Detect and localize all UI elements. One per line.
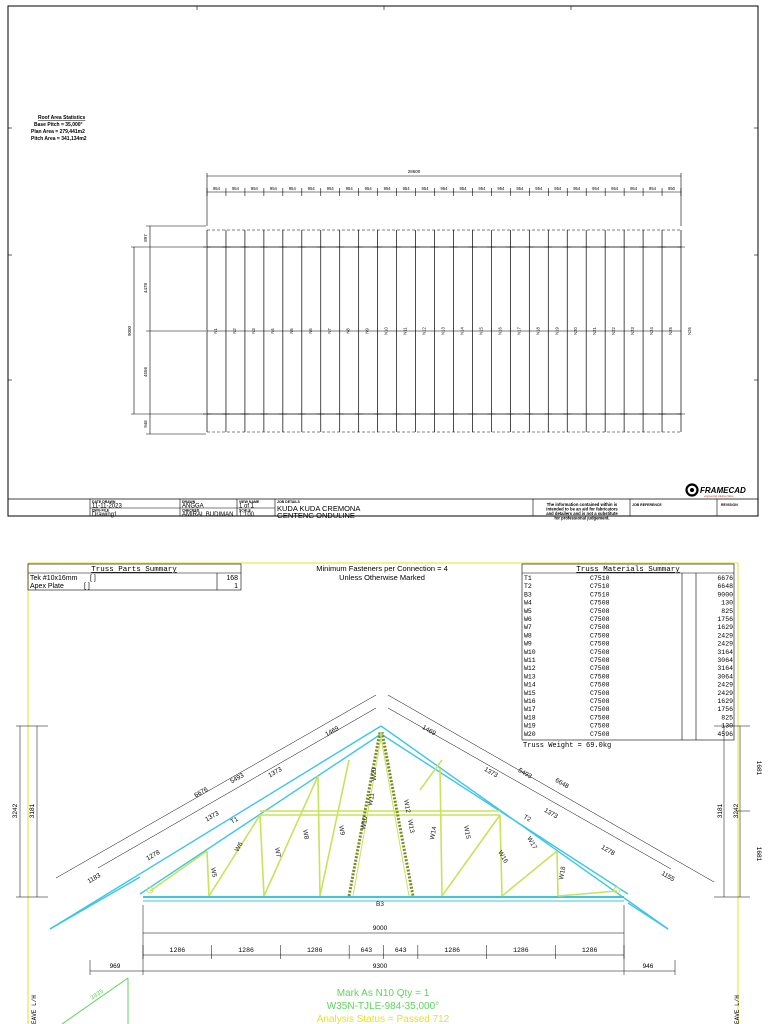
material-section: C7508: [590, 640, 610, 648]
truss-weight: Truss Weight = 69.0kg: [523, 742, 612, 750]
spacing-dim: 954: [250, 186, 258, 191]
corner-detail: [62, 978, 128, 1024]
spacing-dim: 954: [231, 186, 239, 191]
materials-summary-title: Truss Materials Summary: [576, 566, 680, 574]
parts-summary-title: Truss Parts Summary: [91, 566, 177, 574]
job-line-2: GENTENG ONDULINE: [277, 511, 355, 520]
material-section: C7508: [590, 730, 610, 738]
material-mark: W15: [524, 689, 536, 697]
member-b3: B3: [376, 901, 384, 908]
material-length: 1629: [717, 698, 733, 705]
material-section: C7508: [590, 706, 610, 714]
material-mark: W9: [524, 640, 532, 648]
scale-label: SCALE: [239, 508, 251, 513]
spacing-dim: 954: [573, 186, 581, 191]
sheet-border: [8, 6, 758, 516]
member-w14: W14: [429, 825, 439, 841]
material-length: 6648: [717, 583, 733, 591]
left-inner-height: 3181: [29, 803, 36, 819]
left-overall-dim: 9000: [127, 325, 132, 337]
member-t1: T1: [229, 815, 240, 826]
material-mark: W14: [524, 681, 536, 689]
disclaimer-line-2: intended to be an aid for fabricators: [546, 506, 618, 512]
member-w8: W8: [301, 829, 310, 840]
spacing-dim: 954: [421, 186, 429, 191]
material-section: C7508: [590, 632, 610, 640]
view-label: VIEW NAME: [239, 500, 260, 504]
right-overhang-dim: 946: [642, 963, 654, 970]
logo-text: FRAMECAD: [700, 486, 746, 495]
truss-label: N5: [288, 328, 294, 334]
member-w9: W9: [337, 825, 346, 836]
material-section: C7508: [590, 648, 610, 656]
spacing-dim: 954: [459, 186, 467, 191]
code-text: W35N-TJLE-984-35,000°: [326, 1001, 440, 1012]
material-mark: W19: [524, 722, 536, 730]
stats-pitch-area: Pitch Area = 341,134m2: [31, 136, 87, 142]
material-length: 2429: [717, 632, 733, 640]
material-length: 1629: [717, 624, 733, 632]
material-mark: W11: [524, 657, 536, 664]
left-e-dim: 1183: [86, 872, 103, 886]
panel-dim: 1286: [238, 947, 254, 954]
view-value: 1 of 1: [239, 503, 255, 510]
member-w11: W11: [367, 792, 377, 807]
panel-dim: 643: [360, 947, 373, 954]
truss-label: N6: [307, 328, 313, 334]
member-w13: W13: [406, 819, 416, 834]
right-outer-dim: 6648: [553, 777, 570, 791]
spacing-dim: 950: [668, 186, 676, 191]
truss-label: N23: [630, 327, 636, 335]
material-length: 1756: [717, 706, 733, 714]
material-mark: T2: [524, 583, 532, 591]
material-mark: W17: [524, 706, 536, 714]
spacing-dim: 954: [592, 186, 600, 191]
truss-label: N25: [668, 327, 674, 335]
material-length: 4596: [717, 730, 733, 738]
material-section: C7508: [590, 607, 610, 615]
truss-detail-sheet: [0, 556, 768, 1024]
spacing-dim: 954: [554, 186, 562, 191]
material-section: C7508: [590, 599, 610, 607]
analysis-text: Analysis Status = Passed 712: [316, 1014, 450, 1024]
mark-text: Mark As N10 Qty = 1: [336, 988, 430, 999]
material-length: 3164: [717, 648, 733, 656]
truss-label: N9: [364, 328, 370, 334]
material-section: C7510: [590, 583, 610, 591]
spacing-dimensions: [207, 186, 681, 196]
spacing-dim: 954: [516, 186, 524, 191]
right-total-height: 3242: [733, 803, 740, 819]
overall-length-dim: 28600: [407, 169, 421, 174]
stats-title: Roof Area Statistics: [38, 115, 86, 121]
part-row-2-box: [ ]: [84, 583, 90, 590]
roof-statistics: [31, 115, 87, 142]
member-w12: W12: [402, 799, 412, 814]
part-row-2-name: Apex Plate: [30, 583, 64, 590]
member-w5: W5: [209, 867, 218, 878]
truss-label: N18: [535, 327, 541, 335]
framecad-logo: [687, 485, 746, 499]
member-w6: W6: [233, 841, 245, 853]
page-gap: [0, 524, 768, 556]
disclaimer-line-4: for professional judgement.: [554, 515, 610, 521]
member-w18: W18: [558, 865, 568, 881]
right-b-dim: 1373: [482, 766, 499, 780]
spacing-dim: 954: [402, 186, 410, 191]
top-dimensions: [207, 173, 681, 226]
truss-label: N1: [213, 328, 218, 334]
left-dimensions: [131, 226, 206, 434]
material-mark: W7: [524, 624, 532, 632]
left-overhang-dim: 969: [109, 963, 121, 970]
spacing-dim: 954: [440, 186, 448, 191]
material-mark: W13: [524, 673, 536, 681]
truss-label: N10: [383, 327, 389, 335]
material-mark: W18: [524, 714, 536, 722]
left-outer-dim: 6676: [193, 786, 210, 800]
span-dim: 9000: [372, 925, 388, 932]
spacing-dim: 954: [497, 186, 505, 191]
material-section: C7508: [590, 681, 610, 689]
material-mark: T1: [524, 575, 532, 582]
part-row-2-qty: 1: [234, 583, 238, 590]
material-section: C7510: [590, 575, 610, 582]
truss-label: N24: [649, 327, 655, 335]
job-reference-label: JOB REFERENCE: [632, 503, 662, 507]
truss-label: N4: [269, 328, 275, 334]
truss-label: N2: [231, 328, 237, 334]
spacing-dim: 954: [383, 186, 391, 191]
left-b-dim: 1373: [267, 766, 284, 780]
dwg-value: Drawing1: [92, 512, 118, 518]
material-section: C7508: [590, 714, 610, 722]
dwg-label: DWG FILE: [92, 508, 110, 513]
panel-dim: 1286: [581, 947, 598, 954]
part-row-1-name: Tek #10x16mm: [30, 575, 78, 582]
top-overhang-dim: 897: [143, 234, 148, 242]
job-line-1: KUDA KUDA CREMONA: [277, 504, 361, 513]
spacing-dim: 954: [649, 186, 657, 191]
revision-label: REVISION: [721, 503, 738, 507]
material-length: 1756: [717, 616, 733, 623]
left-total-height: 3242: [12, 803, 19, 819]
left-c-dim: 1373: [204, 810, 221, 824]
left-d-dim: 1278: [145, 849, 162, 863]
material-mark: W16: [524, 698, 536, 705]
right-e-dim: 1155: [659, 870, 676, 884]
part-row-1-box: [ ]: [90, 575, 96, 582]
material-mark: W4: [524, 599, 532, 607]
material-mark: W10: [524, 648, 536, 656]
material-length: 9000: [717, 591, 733, 599]
member-t2: T2: [522, 813, 533, 824]
left-mid-dim: 5493: [229, 772, 246, 786]
material-mark: W20: [524, 730, 536, 738]
material-length: 3164: [717, 665, 733, 673]
truss-label: N20: [573, 327, 579, 335]
right-d-dim: 1278: [599, 844, 616, 858]
material-section: C7508: [590, 698, 610, 705]
spacing-dim: 954: [307, 186, 315, 191]
panel-dim: 1286: [306, 947, 323, 954]
material-section: C7508: [590, 616, 610, 623]
right-mid-dim: 5493: [516, 767, 533, 781]
date-drawn-value: 11-11-2023: [92, 503, 122, 510]
truss-label: N17: [516, 327, 522, 335]
truss-label: N13: [440, 327, 446, 335]
checked-label: CHECKED: [182, 508, 200, 513]
min-fasteners-note: Minimum Fasteners per Connection = 4: [316, 564, 448, 573]
truss-label: N26: [687, 327, 692, 335]
panel-dim: 643: [394, 947, 407, 954]
truss-label: N19: [554, 327, 560, 335]
truss-label: N22: [611, 327, 617, 335]
material-length: 825: [721, 607, 733, 615]
member-w17: W17: [525, 835, 539, 851]
spacing-dim: 954: [269, 186, 277, 191]
scale-value: 1:100: [239, 512, 255, 518]
spacing-dim: 954: [478, 186, 486, 191]
job-label: JOB DETAILS: [277, 500, 300, 504]
material-section: C7508: [590, 624, 610, 632]
material-length: 3064: [717, 657, 733, 664]
spacing-dim: 954: [345, 186, 353, 191]
material-length: 2429: [717, 681, 733, 689]
panel-dimension-ticks: [143, 945, 624, 959]
truss-label: N15: [478, 327, 484, 335]
material-section: C7508: [590, 657, 610, 664]
truss-label: N14: [459, 327, 465, 335]
part-row-1-qty: 168: [226, 575, 238, 582]
truss-label: N21: [592, 327, 598, 335]
panel-dim: 1286: [513, 947, 529, 954]
unless-marked-note: Unless Otherwise Marked: [339, 573, 425, 582]
lower-dim: 4556: [143, 366, 148, 378]
overall-dim: 9300: [372, 963, 388, 970]
date-drawn-label: DATE DRAWN: [92, 500, 116, 504]
material-length: 2429: [717, 640, 733, 648]
disclaimer-line-1: The information contained within is: [546, 502, 618, 507]
spacing-dim: 954: [212, 186, 220, 191]
material-section: C7508: [590, 722, 610, 730]
member-w7: W7: [273, 847, 282, 858]
material-mark: W5: [524, 607, 532, 615]
left-a-dim: 1469: [324, 725, 341, 739]
panel-dim: 1286: [169, 947, 186, 954]
truss-geometry: [50, 726, 668, 929]
right-upper-height: 1681: [755, 760, 762, 776]
member-w15: W15: [462, 825, 472, 840]
truss-label: N16: [497, 327, 503, 335]
right-inner-height: 3181: [717, 803, 724, 819]
right-lower-height: 1681: [755, 846, 762, 862]
material-section: C7508: [590, 673, 610, 681]
spacing-dim: 954: [611, 186, 619, 191]
spacing-dim: 954: [326, 186, 334, 191]
material-length: 3064: [717, 673, 733, 681]
material-section: C7508: [590, 665, 610, 673]
material-mark: W8: [524, 632, 532, 640]
material-section: C7510: [590, 591, 610, 599]
member-w20: W20: [371, 767, 378, 781]
right-c-dim: 1373: [542, 807, 559, 821]
side-tag-left: EAVE L/H: [31, 995, 38, 1024]
upper-dim: 4478: [143, 282, 148, 294]
material-mark: B3: [524, 591, 532, 599]
material-mark: W12: [524, 665, 536, 673]
drawn-value: ANGGA: [182, 503, 204, 510]
right-a-dim: 1469: [420, 724, 437, 738]
member-w10: W10: [360, 815, 370, 831]
materials-summary-table: [522, 564, 734, 740]
material-length: 6676: [717, 575, 733, 582]
spacing-dim: 954: [364, 186, 372, 191]
bottom-overhang-dim: 946: [143, 420, 148, 428]
checked-value: AMIRAL BUDIMAN: [182, 512, 234, 518]
material-length: 130: [721, 722, 733, 730]
member-w16: W16: [496, 849, 510, 865]
logo-tagline: engineering Lifetime Value: [704, 495, 734, 498]
truss-label: N7: [326, 328, 332, 334]
material-section: C7508: [590, 689, 610, 697]
truss-label: N11: [402, 327, 408, 335]
stats-base-pitch: Base Pitch = 35,000°: [34, 122, 83, 128]
disclaimer-line-3: and detailers and is not a substitute: [546, 511, 618, 516]
drawn-label: DRAWN: [182, 500, 196, 504]
stats-plan-area: Plan Area = 279,441m2: [31, 129, 85, 135]
corner-dim: 3835: [89, 987, 105, 1002]
spacing-dim: 954: [535, 186, 543, 191]
material-length: 2429: [717, 689, 733, 697]
spacing-dim: 954: [288, 186, 296, 191]
truss-label: N8: [345, 328, 351, 334]
side-tag-right: EAVE L/H: [734, 995, 741, 1024]
material-length: 130: [721, 599, 733, 607]
truss-label: N12: [421, 327, 427, 335]
material-length: 825: [721, 714, 733, 722]
spacing-dim: 954: [630, 186, 638, 191]
truss-label: N3: [250, 328, 256, 334]
truss-elevation-drawing: [0, 556, 768, 1024]
material-mark: W6: [524, 616, 532, 623]
panel-dim: 1286: [444, 947, 461, 954]
